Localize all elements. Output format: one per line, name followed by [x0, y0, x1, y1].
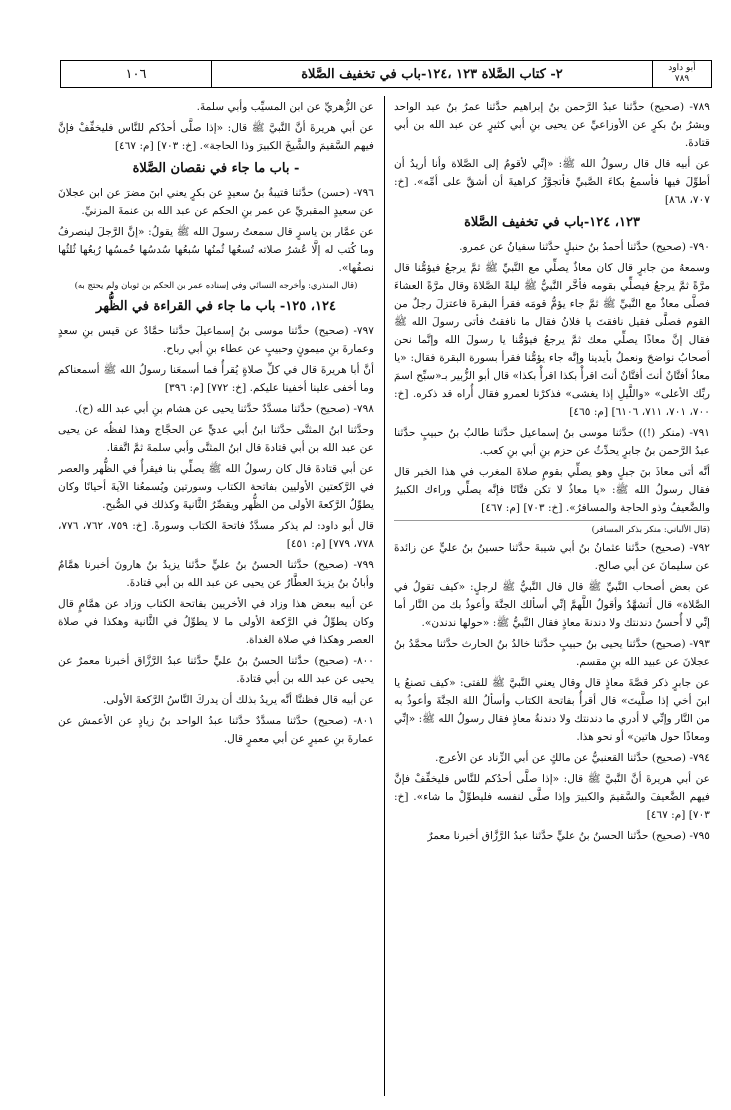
- paragraph: ٧٩٥- (صحيح) حدَّثنا الحسنُ بنُ عليٍّ حدَّثنا عبدُ الرَّزَّاق أخبرنا معمرٌ: [427, 830, 710, 842]
- paragraph: وسمعهُ من جابرٍ قال كان معاذٌ يصلِّي مع النَّبيِّ ﷺ ثمَّ يرجعُ فيؤمُّنا قال مرَّةً ثمَّ يرجعُ فيصلِّي بقومه فأخَّر النَّبيُّ ﷺ ليلةً الصَّلاةَ وقال مرَّةً العشاءَ فصلَّى معاذٌ مع النَّبيِّ ﷺ ثمَّ جاء يؤمُّ قومَه فقرأ البقرةَ فاعتزلَ رجلٌ من القوم فصلَّى فقيل نافقتَ يا فلانُ فقال ما نافقتُ فأتى رسولَ الله ﷺ فقال إنَّ معاذًا يصلِّي معك ثمَّ يرجعُ فيؤمُّنا يا رسولَ الله وإنَّما نحن أصحابُ نواضحَ ونعملُ بأيدينا وإنَّه جاء يؤمُّنا فقرأ بسورة البقرة فقال: «يا معاذُ أفتَّانٌ أنتَ أفتَّانٌ أنتَ اقرأْ بكذا اقرأْ بكذا» قال أبو الزُّبير بـ«سبِّح اسمَ ربِّك الأعلى» «واللَّيلِ إذا يغشى» فذكرْنا لعمرو فقال أُراه قد ذكره. [خ: ٧٠٠، ٧٠١، ٧١١، ٦١٠٦] [م: ٤٦٥]: [394, 262, 710, 418]
- paragraph: عن أبيه قال قال رسولُ الله ﷺ: «إنِّي لأقومُ إلى الصَّلاة وأنا أريدُ أن أطوِّلَ فيها فأسمعُ بكاءَ الصَّبيِّ فأتجوَّزُ كراهيةَ أن أشقَّ على أمِّه». [خ: ٧٠٧، ٨٦٨]: [394, 158, 710, 206]
- paragraph: عن أبيه قال فظننَّا أنَّه يريدُ بذلك أن يدركَ النَّاسُ الرَّكعةَ الأولى.: [102, 694, 374, 706]
- paragraph: ٧٩٧- (صحيح) حدَّثنا موسى بنُ إسماعيلَ حدَّثنا حمَّادٌ عن قيس بنِ سعدٍ وعمارةَ بنِ ميمونٍ وحبيبٍ عن عطاء بنِ أبي رباح.: [58, 325, 374, 355]
- paragraph: ٧٩٨- (صحيح) حدَّثنا مسدَّدٌ حدَّثنا يحيى عن هشام بنِ أبي عبد الله (ح).: [74, 403, 374, 415]
- column-divider: [384, 96, 385, 1096]
- paragraph: أنَّه أتى معاذَ بنَ جبلٍ وهو يصلِّي بقومٍ صلاةَ المغرب في هذا الخبر قال فقال رسولُ الله ﷺ: «يا معاذُ لا تكن فتَّانًا فإنَّه يصلِّي وراءك الكبيرُ والضَّعيفُ وذو الحاجة والمسافرُ». [خ: ٧٠٣] [م: ٤٦٧]: [394, 463, 710, 521]
- chapter-heading: ١٢٤، ١٢٥- باب ما جاء في القراءة في الظُّهر: [96, 299, 336, 314]
- paragraph: وحدَّثنا ابنُ المثنَّى حدَّثنا ابنُ أبي عديٍّ عن الحجَّاج وهذا لفظُه عن يحيى عن عبد الله بن أبي قتادةَ قال ابنُ المثنَّى وأبي سلمةَ ثمَّ اتَّفقا.: [58, 424, 374, 454]
- chapter-heading: ١٢٣، ١٢٤-باب في تخفيف الصَّلاة: [464, 215, 640, 230]
- paragraph: ٧٩٩- (صحيح) حدَّثنا الحسنُ بنُ عليٍّ حدَّثنا يزيدُ بنُ هارونَ أخبرنا همَّامٌ وأبانُ بنُ يزيدَ العطَّارُ عن يحيى عن عبد الله بن أبي قتادةَ.: [58, 559, 374, 589]
- paragraph: ٧٩٢- (صحيح) حدَّثنا عثمانُ بنُ أبي شيبةَ حدَّثنا حسينُ بنُ عليٍّ عن زائدةَ عن سليمانَ عن أبي صالح.: [394, 542, 710, 572]
- paragraph: ٨٠١- (صحيح) حدَّثنا مسدَّدٌ حدَّثنا عبدُ الواحد بنُ زيادٍ عن الأعمش عن عمارةَ بنِ عميرٍ عن أبي معمرٍ قال.: [58, 715, 374, 745]
- paragraph: عن جابرٍ ذكر قصَّةَ معاذٍ قال وقال يعني النَّبيَّ ﷺ للفتى: «كيف تصنعُ يا ابنَ أخي إذا صلَّيتَ» قال أقرأُ بفاتحة الكتاب وأسألُ اللهَ الجنَّةَ وأعوذُ به من النَّار وإنِّي لا أدري ما دندنتك ولا دندنةُ معاذٍ فقال رسولُ الله ﷺ: «إنِّي ومعاذًا حول هاتين» أو نحو هذا.: [394, 677, 710, 743]
- header-source-book: أبو داود: [668, 63, 696, 73]
- header-source: [652, 61, 711, 87]
- paragraph: عن الزُّهريِّ عن ابن المسيِّب وأبي سلمةَ.: [196, 101, 374, 113]
- footnote: (قال المنذري: وأخرجه النسائي وفي إسناده عمر بن الحكم بن ثوبان ولم يحتج به): [74, 281, 358, 291]
- paragraph: عن أبي هريرةَ أنَّ النَّبيَّ ﷺ قال: «إذا صلَّى أحدُكم للنَّاس فليخفِّفْ فإنَّ فيهم السَّقيمَ والشَّيخَ الكبيرَ وذا الحاجة». [خ: ٧٠٣] [م: ٤٦٧]: [58, 122, 374, 152]
- paragraph: ٧٨٩- (صحيح) حدَّثنا عبدُ الرَّحمن بنُ إبراهيم حدَّثنا عمرُ بنُ عبد الواحد وبشرُ بنُ بكرٍ عن الأوزاعيِّ عن يحيى بنِ أبي كثيرٍ عن عبد الله بن أبي قتادةَ.: [394, 101, 710, 149]
- side-note: (قال الألباني: منكر بذكر المسافر): [591, 525, 710, 535]
- paragraph: عن بعض أصحاب النَّبيِّ ﷺ قال قال النَّبيُّ ﷺ لرجلٍ: «كيف تقولُ في الصَّلاة» قال أتشهَّدُ وأقولُ اللَّهمَّ إنِّي أسألك الجنَّةَ وأعوذُ بك من النَّار أما إنِّي لا أُحسنُ دندنتك ولا دندنةَ معاذٍ فقال النَّبيُّ ﷺ: «حولها ندندن».: [394, 581, 710, 629]
- paragraph: ٧٩٠- (صحيح) حدَّثنا أحمدُ بنُ حنبلٍ حدَّثنا سفيانُ عن عمرو.: [459, 241, 710, 253]
- paragraph: قال أبو داود: لم يذكر مسدَّدٌ فاتحةَ الكتاب وسورةً. [خ: ٧٥٩، ٧٦٢، ٧٧٦، ٧٧٨، ٧٧٩] [م: ٤٥١]: [58, 520, 374, 550]
- paragraph: عن أبيه ببعض هذا وزاد في الأخريين بفاتحة الكتاب وزاد عن همَّامٍ قال وكان يطوِّلُ في الرَّكعة الأولى ما لا يطوِّلُ في الثَّانية وهكذا في صلاة العصر وهكذا في صلاة الغداة.: [58, 598, 374, 646]
- page-header: [60, 60, 712, 88]
- paragraph: ٧٩٦- (حسن) حدَّثنا قتيبةُ بنُ سعيدٍ عن بكرٍ يعني ابنَ مضرَ عن ابن عجلانَ عن سعيدٍ المقبريِّ عن عمر بنِ الحكم عن عبد الله بن عنمةَ المزنيِّ.: [58, 187, 374, 217]
- left-column: [58, 98, 374, 1098]
- paragraph: ٨٠٠- (صحيح) حدَّثنا الحسنُ بنُ عليٍّ حدَّثنا عبدُ الرَّزَّاق أخبرنا معمرٌ عن يحيى عن عبد الله بن أبي قتادةَ.: [58, 655, 374, 685]
- paragraph: ٧٩٤- (صحيح) حدَّثنا القعنبيُّ عن مالكٍ عن أبي الزِّناد عن الأعرج.: [434, 752, 710, 764]
- paragraph: أنَّ أبا هريرةَ قال في كلِّ صلاةٍ يُقرأُ فما أسمعَنا رسولُ الله ﷺ أسمعناكم وما أخفى علينا أخفينا عليكم. [خ: ٧٧٢] [م: ٣٩٦]: [58, 364, 374, 394]
- right-column: [394, 98, 710, 1098]
- paragraph: ٧٩٣- (صحيح) حدَّثنا يحيى بنُ حبيبٍ حدَّثنا خالدُ بنُ الحارث حدَّثنا محمَّدُ بنُ عجلانَ عن عبيد الله بنِ مقسم.: [394, 638, 710, 668]
- header-title: ٢- كتاب الصَّلاة ١٢٣ ،١٢٤-باب في تخفيف الصَّلاة: [301, 66, 563, 82]
- header-source-hadith: ٧٨٩: [674, 74, 690, 84]
- paragraph: عن أبي قتادةَ قال كان رسولُ الله ﷺ يصلِّي بنا فيقرأُ في الظُّهر والعصر في الرَّكعتين الأوليين بفاتحة الكتاب وسورتين ويُسمعُنا الآيةَ أحيانًا وكان يطوِّلُ الرَّكعةَ الأولى من الظُّهر ويقصِّرُ الثَّانيةَ وكذلك في الصُّبح.: [58, 463, 374, 511]
- paragraph: عن عمَّار بن ياسرٍ قال سمعتُ رسولَ الله ﷺ يقولُ: «إنَّ الرَّجلَ لينصرفُ وما كُتب له إلَّا عُشرُ صلاته تُسعُها ثُمنُها سُبعُها سُدسُها خُمسُها رُبعُها ثُلثُها نصفُها».: [58, 226, 374, 274]
- chapter-heading: - باب ما جاء في نقصان الصَّلاة: [132, 161, 300, 176]
- paragraph: عن أبي هريرةَ أنَّ النَّبيَّ ﷺ قال: «إذا صلَّى أحدُكم للنَّاس فليخفِّفْ فإنَّ فيهم الضَّعيفَ والسَّقيمَ والكبيرَ وإذا صلَّى لنفسه فليطوِّلْ ما شاء». [خ: ٧٠٣] [م: ٤٦٧]: [394, 773, 710, 821]
- paragraph: ٧٩١- (منكر (!)) حدَّثنا موسى بنُ إسماعيل حدَّثنا طالبُ بنُ حبيبٍ حدَّثنا عبدُ الرَّحمن بنُ جابرٍ يحدِّثُ عن حزم بنِ أبي بنِ كعب.: [394, 427, 710, 457]
- page-number: ١٠٦: [61, 61, 212, 87]
